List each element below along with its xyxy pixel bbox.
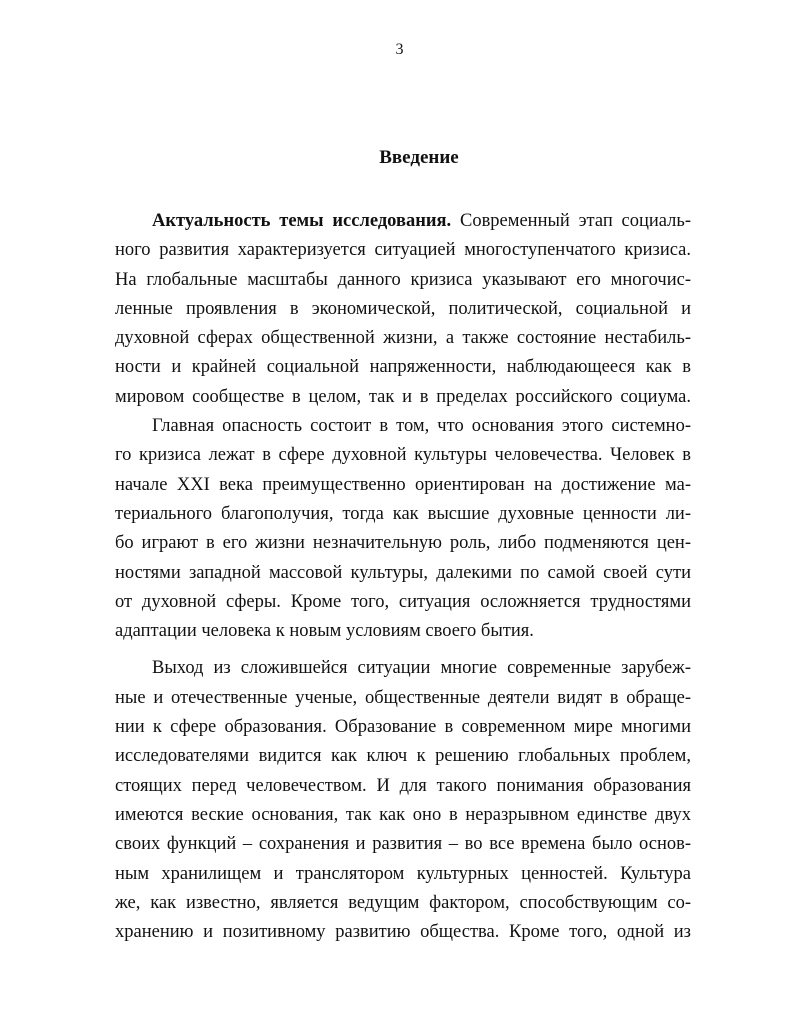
paragraph-line: го кризиса лежат в сфере духовной культуры человечества. Человек в <box>115 445 691 466</box>
paragraph-line: ные и отечественные ученые, общественные деятели видят в обраще- <box>115 687 691 708</box>
paragraph-line: адаптации человека к новым условиям своего бытия. <box>115 621 534 642</box>
paragraph-line: имеются веские основания, так как оно в неразрывном единстве двух <box>115 804 691 825</box>
paragraph-line: нии к сфере образования. Образование в современном мире многими <box>115 717 691 738</box>
paragraph-line: стоящих перед человечеством. И для такого понимания образования <box>115 775 691 796</box>
paragraph-line: ленные проявления в экономической, политической, социальной и <box>115 298 691 319</box>
paragraph-line: мировом сообществе в целом, так и в пределах российского социума. <box>115 386 691 407</box>
paragraph-lead: Актуальность темы исследования. <box>152 211 452 231</box>
section-heading: Введение <box>379 147 459 168</box>
paragraph-line: от духовной сферы. Кроме того, ситуация осложняется трудностями <box>115 591 691 612</box>
paragraph-3 <box>115 654 691 947</box>
paragraph-line: ности и крайней социальной напряженности, наблюдающееся как в <box>115 357 691 378</box>
paragraph-line: духовной сферах общественной жизни, а также состояние нестабиль- <box>115 328 691 349</box>
paragraph-1 <box>115 207 691 412</box>
paragraph-line: На глобальные масштабы данного кризиса указывают его многочис- <box>115 269 691 290</box>
paragraph-line: исследователями видится как ключ к решению глобальных проблем, <box>115 746 691 767</box>
paragraph-line: Главная опасность состоит в том, что основания этого системно- <box>152 416 691 437</box>
paragraph-line: ным хранилищем и транслятором культурных ценностей. Культура <box>115 863 691 884</box>
body-text <box>115 207 691 947</box>
page-number: 3 <box>395 41 404 58</box>
paragraph-gap <box>115 646 691 654</box>
paragraph-line: же, как известно, является ведущим фактором, способствующим со- <box>115 892 691 913</box>
paragraph-line: Выход из сложившейся ситуации многие современные зарубеж- <box>152 658 691 679</box>
paragraph-line: ного развития характеризуется ситуацией многоступенчатого кризиса. <box>115 240 691 261</box>
paragraph-line: начале XXI века преимущественно ориентирован на достижение ма- <box>115 474 691 495</box>
paragraph-2 <box>115 412 691 646</box>
paragraph-line: своих функций – сохранения и развития – во все времена было основ- <box>115 834 691 855</box>
paragraph-line: бо играют в его жизни незначительную роль, либо подменяются цен- <box>115 533 691 554</box>
paragraph-line: териального благополучия, тогда как высшие духовные ценности ли- <box>115 503 691 524</box>
paragraph-line: ностями западной массовой культуры, далекими по самой своей сути <box>115 562 691 583</box>
paragraph-line: хранению и позитивному развитию общества. Кроме того, одной из <box>115 922 691 943</box>
paragraph-line: Актуальность темы исследования. Современный этап социаль- <box>152 211 692 231</box>
